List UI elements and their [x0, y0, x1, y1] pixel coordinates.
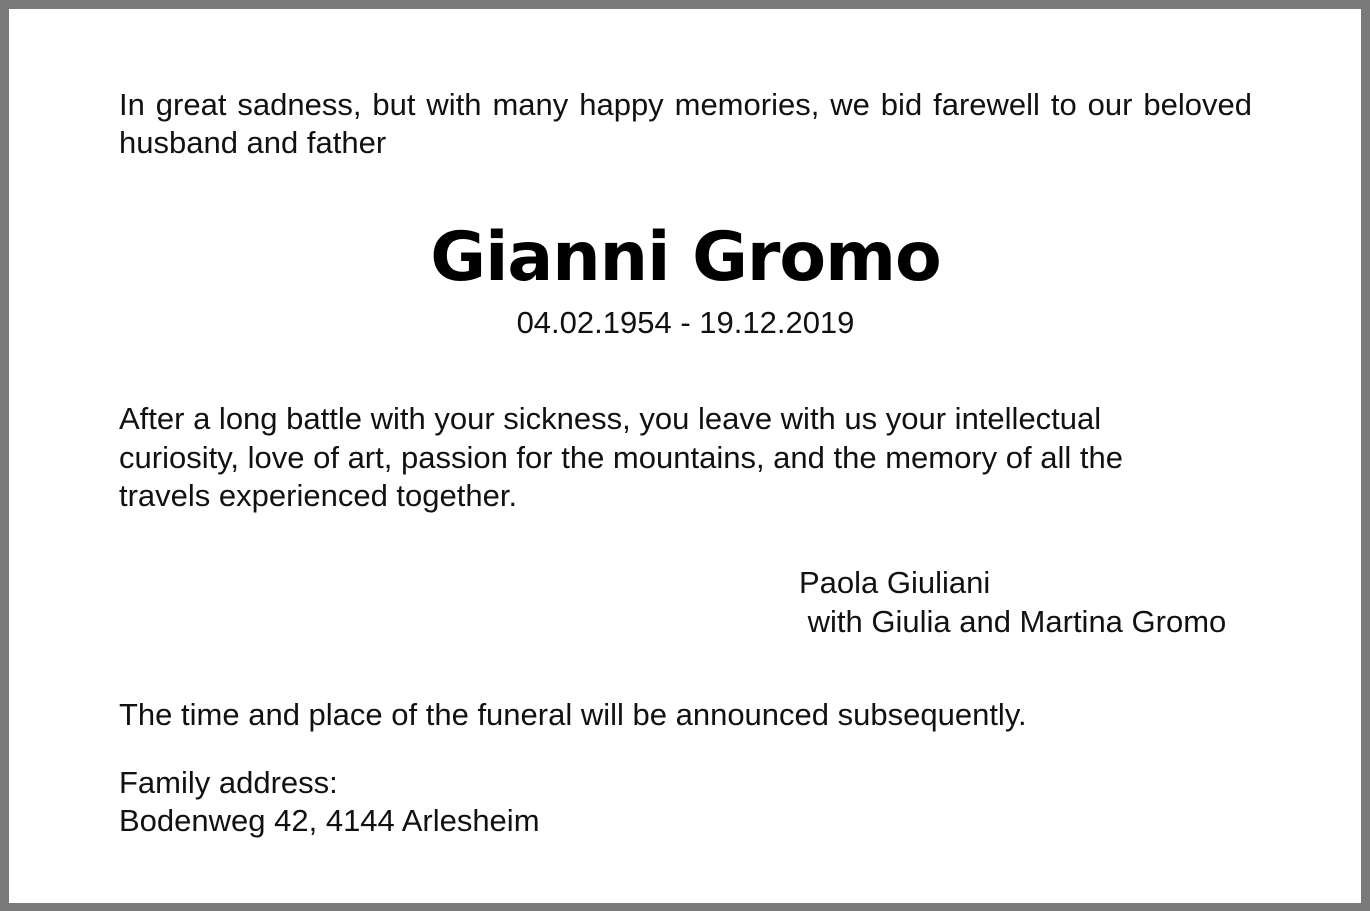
deceased-name: Gianni Gromo: [430, 218, 941, 297]
memorial-message: After a long battle with your sickness, you leave with us your intellectual curiosity, love of art, passion for the mountains, and the memory of all the travels experienced together.: [119, 401, 1123, 513]
signature-line-1: Paola Giuliani: [799, 565, 991, 600]
intro-text: In great sadness, but with many happy memories, we bid farewell to our beloved husband and father: [119, 87, 1252, 160]
address-value: Bodenweg 42, 4144 Arlesheim: [119, 803, 540, 838]
funeral-announcement: The time and place of the funeral will be announced subsequently.: [119, 697, 1027, 732]
life-dates: 04.02.1954 - 19.12.2019: [516, 305, 855, 340]
signature-block: [799, 564, 1259, 641]
signature-line-2: with Giulia and Martina Gromo: [799, 603, 1227, 639]
obituary-notice: [119, 9, 1252, 902]
family-address: [119, 764, 819, 840]
address-label: Family address:: [119, 765, 338, 800]
